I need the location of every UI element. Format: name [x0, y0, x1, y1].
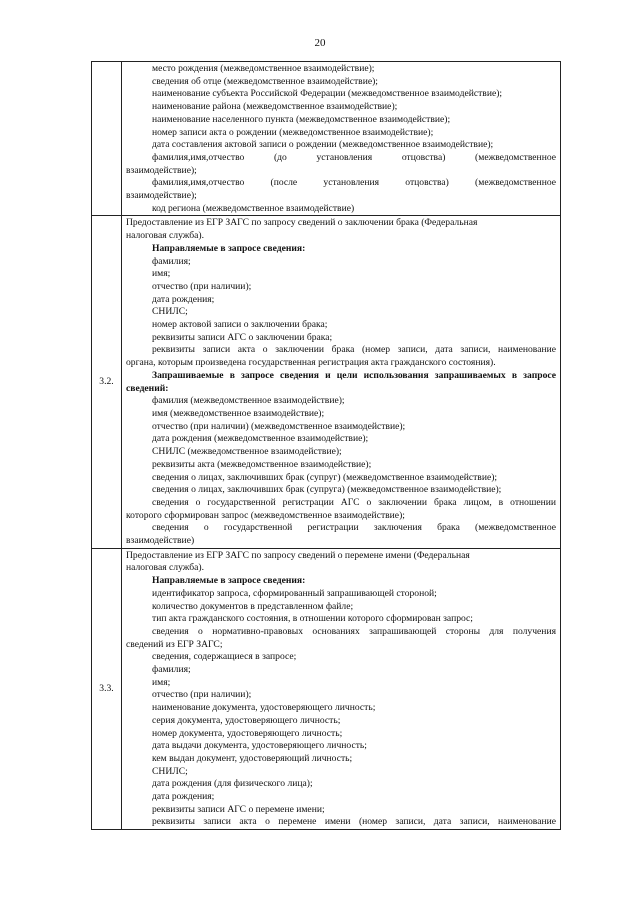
content-line: количество документов в представленном файле; — [152, 600, 354, 612]
table-row — [92, 62, 561, 216]
content-line: фамилия,имя,отчество (до установления отцовства) (межведомственное — [152, 151, 556, 163]
content-line: сведения о государственной регистрации АГС о заключении брака лицом, в отношении — [152, 496, 556, 508]
content-line: Предоставление из ЕГР ЗАГС по запросу сведений о заключении брака (Федеральная — [126, 217, 478, 229]
content-line: СНИЛС; — [152, 306, 188, 318]
content-line: которого сформирован запрос (межведомственное взаимодействие); — [126, 509, 405, 521]
content-line: сведений из ЕГР ЗАГС; — [126, 638, 223, 650]
content-line: отчество (при наличии) (межведомственное взаимодействие); — [152, 420, 406, 432]
content-line: реквизиты записи АГС о заключении брака; — [152, 331, 333, 343]
content-line: имя (межведомственное взаимодействие); — [152, 407, 325, 419]
content-line: наименование района (межведомственное взаимодействие); — [152, 101, 398, 113]
row-number: 3.3. — [99, 682, 114, 694]
row-content-cell — [122, 548, 561, 829]
row-number-cell — [92, 548, 122, 829]
content-line: дата рождения (межведомственное взаимодействие); — [152, 433, 369, 445]
section-heading: сведений: — [126, 382, 169, 394]
content-line: органа, которым произведена государственная регистрация акта гражданского состояния). — [126, 357, 496, 369]
content-line: реквизиты записи акта о заключении брака (номер записи, дата записи, наименование — [152, 344, 556, 356]
content-line: дата составления актовой записи о рождении (межведомственное взаимодействие); — [152, 139, 494, 151]
content-line: идентификатор запроса, сформированный запрашивающей стороной; — [152, 587, 437, 599]
section-heading: Направляемые в запросе сведения: — [152, 242, 306, 254]
table-row — [92, 548, 561, 829]
content-line: сведения о лицах, заключивших брак (супруг) (межведомственное взаимодействие); — [152, 471, 498, 483]
section-heading: Запрашиваемые в запросе сведения и цели использования запрашиваемых в запросе — [152, 369, 556, 381]
content-line: номер записи акта о рождении (межведомственное взаимодействие); — [152, 126, 434, 138]
content-line: наименование субъекта Российской Федерации (межведомственное взаимодействие); — [152, 88, 503, 100]
content-line: фамилия,имя,отчество (после установления отцовства) (межведомственное — [152, 177, 556, 189]
content-line: СНИЛС; — [152, 765, 188, 777]
content-line: номер документа, удостоверяющего личность; — [152, 727, 343, 739]
content-line: серия документа, удостоверяющего личность; — [152, 714, 341, 726]
section-heading: Направляемые в запросе сведения: — [152, 575, 306, 587]
content-line: код региона (межведомственное взаимодействие) — [152, 202, 355, 214]
content-line: взаимодействие); — [126, 190, 197, 202]
content-line: наименование документа, удостоверяющего личность; — [152, 702, 376, 714]
page-number: 20 — [314, 37, 326, 49]
content-line: отчество (при наличии); — [152, 689, 252, 701]
table-row — [92, 216, 561, 548]
row-content-cell — [122, 62, 561, 216]
content-line: сведения о государственной регистрации заключения брака (межведомственное — [152, 522, 556, 534]
content-line: дата рождения (для физического лица); — [152, 778, 313, 790]
content-line: дата выдачи документа, удостоверяющего личность; — [152, 740, 367, 752]
content-line: фамилия; — [152, 664, 191, 676]
row-content-cell — [122, 216, 561, 548]
row-number-cell — [92, 62, 122, 216]
content-line: имя; — [152, 676, 171, 688]
table-body — [92, 62, 561, 830]
content-line: СНИЛС (межведомственное взаимодействие); — [152, 446, 342, 458]
document-table — [91, 61, 561, 830]
content-line: сведения, содержащиеся в запросе; — [152, 651, 297, 663]
content-line: реквизиты записи АГС о перемене имени; — [152, 803, 325, 815]
content-line: место рождения (межведомственное взаимодействие); — [152, 63, 375, 74]
content-line: кем выдан документ, удостоверяющий личность; — [152, 752, 353, 764]
row-number-cell — [92, 216, 122, 548]
content-line: налоговая служба). — [126, 230, 204, 242]
content-line: Предоставление из ЕГР ЗАГС по запросу сведений о перемене имени (Федеральная — [126, 549, 470, 561]
content-line: дата рождения; — [152, 791, 215, 803]
content-line: сведения об отце (межведомственное взаимодействие); — [152, 75, 378, 87]
content-line: фамилия (межведомственное взаимодействие); — [152, 395, 345, 407]
content-line: фамилия; — [152, 255, 191, 267]
content-line: дата рождения; — [152, 293, 215, 305]
content-line: реквизиты акта (межведомственное взаимодействие); — [152, 458, 372, 470]
content-line: наименование населенного пункта (межведомственное взаимодействие); — [152, 113, 451, 125]
content-line: сведения о лицах, заключивших брак (супруга) (межведомственное взаимодействие); — [152, 484, 502, 496]
content-line: сведения о нормативно-правовых основаниях запрашивающей стороны для получения — [152, 625, 556, 637]
content-line: налоговая служба). — [126, 562, 204, 574]
content-line: имя; — [152, 268, 171, 280]
content-line: взаимодействие); — [126, 164, 197, 176]
content-line: отчество (при наличии); — [152, 280, 252, 292]
content-line: реквизиты записи акта о перемене имени (номер записи, дата записи, наименование — [152, 816, 556, 828]
content-line: тип акта гражданского состояния, в отношении которого сформирован запрос; — [152, 613, 473, 625]
content-line: взаимодействие) — [126, 535, 195, 547]
content-line: номер актовой записи о заключении брака; — [152, 319, 328, 331]
row-number: 3.2. — [99, 375, 114, 387]
